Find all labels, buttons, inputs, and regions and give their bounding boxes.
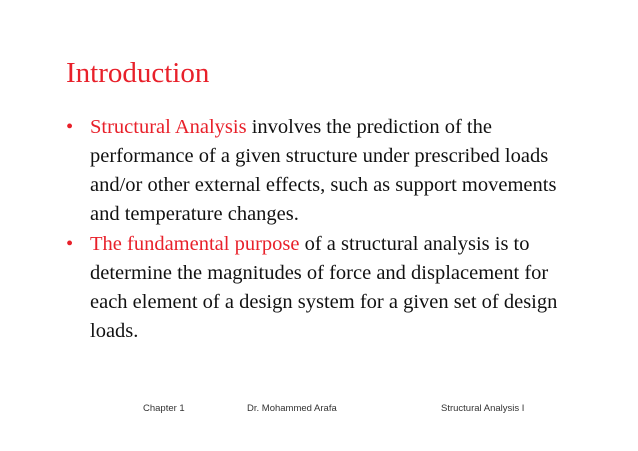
slide-title: Introduction xyxy=(66,57,210,89)
bullet-item xyxy=(66,113,586,229)
footer-author: Dr. Mohammed Arafa xyxy=(247,403,337,414)
footer-course: Structural Analysis I xyxy=(441,403,525,414)
bullet-highlight: The fundamental purpose xyxy=(90,233,300,255)
bullet-dot-icon: • xyxy=(66,233,74,255)
bullet-item xyxy=(66,230,586,346)
bullet-text: of a structural analysis is to determine the magnitudes of force and displacement for each element of a design system for a given set of design loads. xyxy=(90,233,558,342)
bullet-list xyxy=(66,113,586,347)
bullet-highlight: Structural Analysis xyxy=(90,116,247,138)
footer-chapter: Chapter 1 xyxy=(143,403,185,414)
bullet-text: involves the prediction of the performance of a given structure under prescribed loads and/or other external effects, such as support movements and temperature changes. xyxy=(90,116,557,225)
bullet-dot-icon: • xyxy=(66,116,74,138)
